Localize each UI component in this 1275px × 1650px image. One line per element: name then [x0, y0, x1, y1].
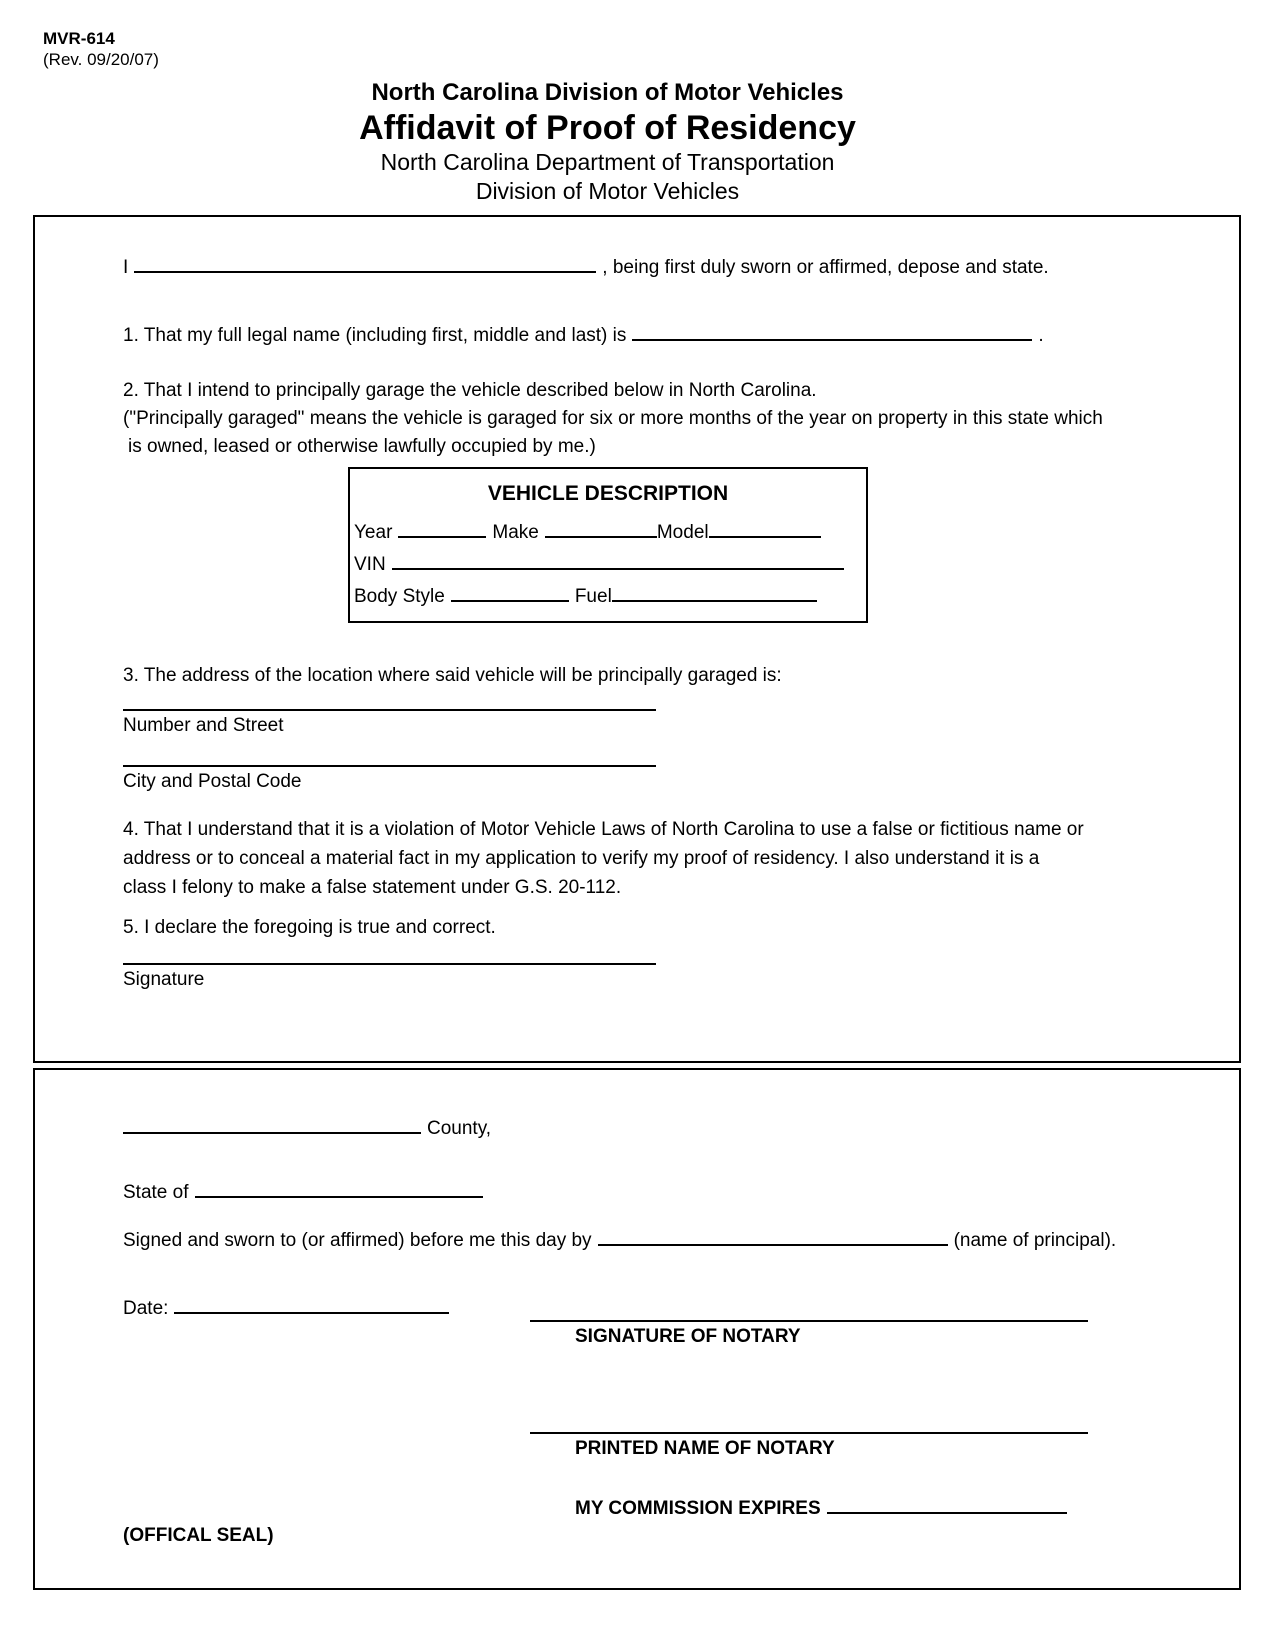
item-4-line-3: class I felony to make a false statement under G.S. 20-112.	[123, 877, 622, 898]
commission-expires-label: MY COMMISSION EXPIRES	[575, 1498, 821, 1519]
commission-row	[575, 1498, 1073, 1520]
item-2-line-3: is owned, leased or otherwise lawfully occupied by me.)	[128, 436, 596, 457]
date-blank[interactable]	[174, 1310, 449, 1314]
vin-label: VIN	[354, 554, 386, 575]
vehicle-row-2	[354, 554, 866, 576]
vehicle-row-3	[354, 586, 866, 608]
affidavit-section	[33, 215, 1241, 1063]
vehicle-body-style-blank[interactable]	[451, 598, 569, 602]
vehicle-year-blank[interactable]	[398, 534, 486, 538]
vehicle-row-1	[354, 522, 866, 544]
affiant-name-blank[interactable]	[134, 269, 596, 273]
make-label: Make	[492, 522, 539, 543]
vehicle-make-blank[interactable]	[545, 534, 657, 538]
model-label: Model	[656, 522, 709, 543]
date-row	[123, 1298, 455, 1320]
department-subtitle: North Carolina Department of Transportation	[380, 149, 835, 175]
year-label: Year	[354, 522, 393, 543]
item-5-text: 5. I declare the foregoing is true and correct.	[123, 917, 496, 938]
fuel-label: Fuel	[574, 586, 612, 607]
sworn-text: Signed and sworn to (or affirmed) before me this day by	[123, 1230, 592, 1251]
body-style-label: Body Style	[354, 586, 445, 607]
item-2-block	[123, 377, 1103, 461]
form-revision: (Rev. 09/20/07)	[43, 50, 159, 69]
item-4-line-1: 4. That I understand that it is a violation of Motor Vehicle Laws of North Carolina to use a false or fictitious name or	[123, 819, 1084, 840]
notary-signature-field	[530, 1298, 1088, 1348]
item-4-line-2: address or to conceal a material fact in my application to verify my proof of residency. I also understand it is a	[123, 848, 1040, 869]
county-row	[123, 1118, 491, 1140]
intro-prefix: I	[123, 257, 129, 278]
signature-label: Signature	[123, 969, 205, 990]
notary-signature-blank[interactable]	[530, 1298, 1088, 1322]
sworn-row	[123, 1230, 1116, 1252]
city-postal-label: City and Postal Code	[123, 771, 302, 792]
item-2-line-1: 2. That I intend to principally garage the vehicle described below in North Carolina.	[123, 380, 817, 401]
official-seal-label: (OFFICAL SEAL)	[123, 1525, 274, 1546]
signature-field	[123, 939, 656, 991]
item-1-row	[123, 325, 1044, 347]
state-blank[interactable]	[195, 1194, 483, 1198]
intro-row	[123, 257, 1049, 279]
agency-title: North Carolina Division of Motor Vehicles	[371, 79, 844, 106]
city-postal-blank[interactable]	[123, 741, 656, 767]
state-of-label: State of	[123, 1182, 189, 1203]
vehicle-description-box	[348, 467, 868, 623]
notary-printed-name-blank[interactable]	[530, 1410, 1088, 1434]
county-label: County,	[427, 1118, 492, 1139]
street-address-label: Number and Street	[123, 715, 284, 736]
title-block	[0, 78, 1215, 206]
vehicle-box-title: VEHICLE DESCRIPTION	[487, 482, 729, 505]
page-title: Affidavit of Proof of Residency	[359, 109, 856, 147]
principal-name-blank[interactable]	[598, 1242, 948, 1246]
vehicle-model-blank[interactable]	[709, 534, 821, 538]
vehicle-vin-blank[interactable]	[392, 566, 844, 570]
street-address-field	[123, 685, 656, 737]
county-blank[interactable]	[123, 1130, 421, 1134]
printed-name-of-notary-label: PRINTED NAME OF NOTARY	[575, 1438, 835, 1459]
item-2-line-2: ("Principally garaged" means the vehicle is garaged for six or more months of the year on property in this state which	[123, 408, 1103, 429]
vehicle-fuel-blank[interactable]	[612, 598, 817, 602]
item-1-period: .	[1038, 325, 1044, 346]
form-number: MVR-614	[43, 29, 115, 48]
item-1-text: 1. That my full legal name (including first, middle and last) is	[123, 325, 627, 346]
notary-section	[33, 1068, 1241, 1590]
division-subtitle: Division of Motor Vehicles	[475, 178, 740, 204]
date-label: Date:	[123, 1298, 169, 1319]
commission-expiry-blank[interactable]	[827, 1510, 1067, 1514]
item-3-text: 3. The address of the location where said vehicle will be principally garaged is:	[123, 665, 782, 686]
form-id-block	[43, 28, 159, 70]
notary-printed-name-field	[530, 1410, 1088, 1460]
city-postal-field	[123, 741, 656, 793]
street-address-blank[interactable]	[123, 685, 656, 711]
signature-of-notary-label: SIGNATURE OF NOTARY	[575, 1326, 801, 1347]
signature-blank[interactable]	[123, 939, 656, 965]
intro-suffix: , being first duly sworn or affirmed, depose and state.	[602, 257, 1049, 278]
name-of-principal-label: (name of principal).	[953, 1230, 1117, 1251]
state-row	[123, 1182, 489, 1204]
item-4-block	[123, 815, 1084, 902]
legal-name-blank[interactable]	[632, 337, 1032, 341]
